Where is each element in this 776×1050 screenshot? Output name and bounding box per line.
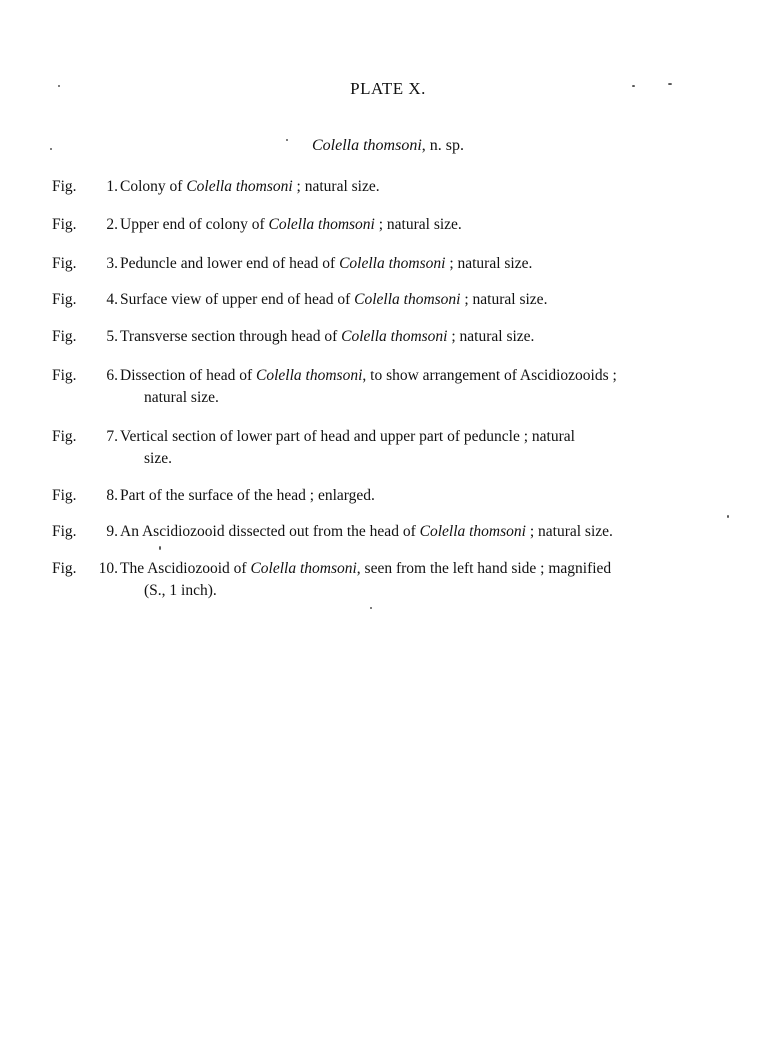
fig-text: Colony of Colella thomsoni ; natural size. [120, 178, 380, 195]
fig-text-continuation: natural size. [144, 389, 219, 406]
fig-number: 8. [106, 487, 118, 504]
fig-text: Peduncle and lower end of head of Colella thomsoni ; natural size. [120, 255, 533, 272]
scan-speck [370, 607, 372, 609]
fig-number: 5. [106, 328, 118, 345]
fig-text: Dissection of head of Colella thomsoni, to show arrangement of Ascidiozooids ; [120, 367, 617, 384]
fig-number: 4. [106, 291, 118, 308]
fig-label: Fig. [52, 216, 77, 233]
fig-text-continuation: (S., 1 inch). [144, 582, 217, 599]
fig-label: Fig. [52, 560, 77, 577]
species-name: Colella thomsoni [311, 137, 422, 154]
plate-subtitle [0, 137, 776, 155]
fig-text: Upper end of colony of Colella thomsoni ; natural size. [120, 216, 462, 233]
plate-title: PLATE X. [350, 79, 426, 98]
fig-text: An Ascidiozooid dissected out from the head of Colella thomsoni ; natural size. [120, 523, 613, 540]
fig-label: Fig. [52, 367, 77, 384]
fig-text: Surface view of upper end of head of Colella thomsoni ; natural size. [120, 291, 548, 308]
scan-speck [50, 148, 52, 150]
fig-number: 7. [106, 428, 118, 445]
fig-label: Fig. [52, 328, 77, 345]
fig-label: Fig. [52, 428, 77, 445]
fig-label: Fig. [52, 523, 77, 540]
fig-text-continuation: size. [144, 450, 172, 467]
scan-speck [727, 515, 729, 518]
fig-number: 1. [106, 178, 118, 195]
scan-speck [668, 83, 672, 85]
fig-label: Fig. [52, 255, 77, 272]
fig-number: 3. [106, 255, 118, 272]
fig-number: 9. [106, 523, 118, 540]
fig-text: Transverse section through head of Colella thomsoni ; natural size. [120, 328, 535, 345]
species-suffix: , n. sp. [421, 137, 464, 154]
scan-speck [632, 85, 635, 87]
fig-number: 10. [98, 560, 118, 577]
fig-text: Vertical section of lower part of head and upper part of peduncle ; natural [120, 428, 575, 445]
fig-text: The Ascidiozooid of Colella thomsoni, seen from the left hand side ; magnified [120, 560, 612, 577]
fig-label: Fig. [52, 487, 77, 504]
fig-text: Part of the surface of the head ; enlarged. [120, 487, 375, 504]
scan-speck [159, 546, 161, 550]
scan-speck [286, 139, 288, 141]
fig-number: 2. [106, 216, 118, 233]
scan-speck [58, 85, 60, 87]
fig-label: Fig. [52, 178, 77, 195]
fig-label: Fig. [52, 291, 77, 308]
fig-number: 6. [106, 367, 118, 384]
